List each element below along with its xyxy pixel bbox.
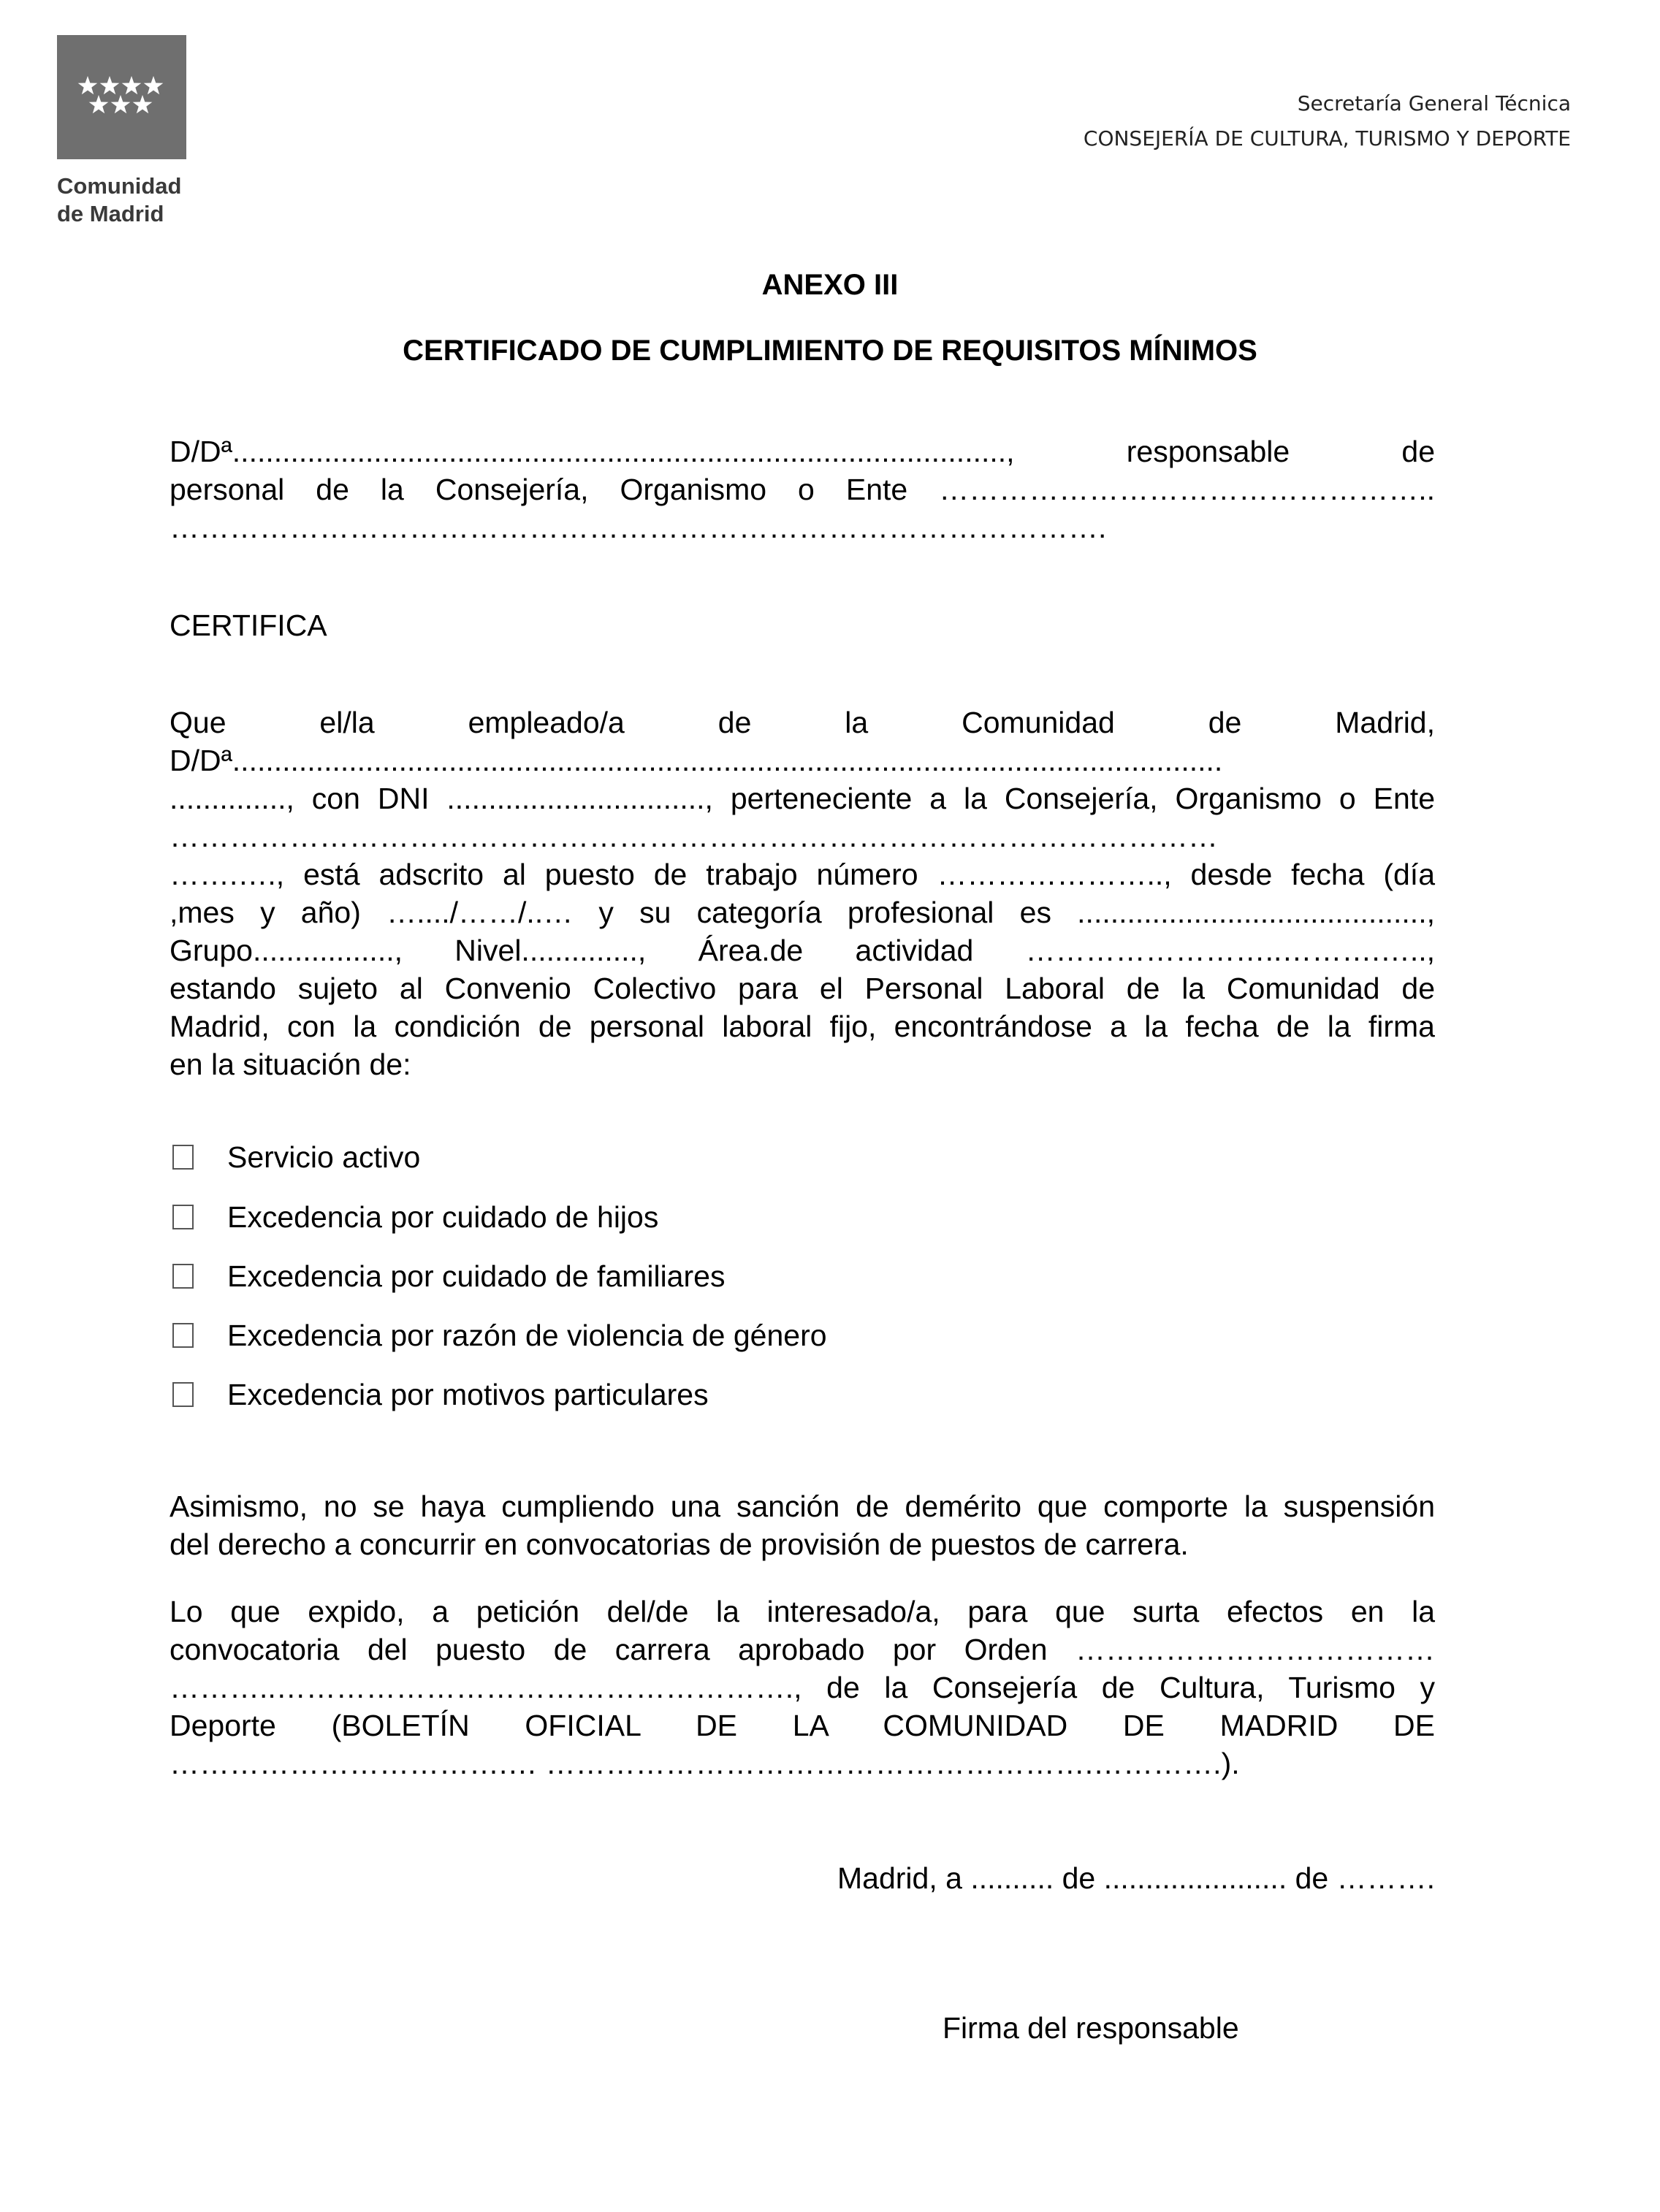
option-motivos-particulares[interactable] [170, 1376, 709, 1414]
expido-line-2: convocatoria del puesto de carrera aprobado por Orden ……………………………… [170, 1633, 1435, 1666]
body-l1-w2: el/la [319, 706, 375, 739]
expido-line-4: Deporte (BOLETÍN OFICIAL DE LA COMUNIDAD DE MADRID DE [170, 1709, 1435, 1742]
body-l1-w5: la [845, 706, 869, 739]
intro-line-2: personal de la Consejería, Organismo o Ente ………………………………………….. [170, 473, 1435, 506]
body-line-1 [170, 703, 1435, 741]
fecha-line: Madrid, a .......... de ...................... de ………. [837, 1861, 1435, 1895]
intro-line-1 [170, 432, 1435, 470]
body-paragraph [170, 703, 1435, 1083]
checkbox-icon[interactable] [172, 1264, 194, 1289]
asimismo-line-2: del derecho a concurrir en convocatorias de provisión de puestos de carrera. [170, 1528, 1189, 1561]
body-l1-w8: Madrid, [1335, 706, 1435, 739]
intro-line-1-start: D/Dª............................................................................................., [170, 435, 1015, 468]
expido-line-3: ………..……………………………………………., de la Consejería de Cultura, Turismo y [170, 1671, 1435, 1704]
body-line-5: …….…., está adscrito al puesto de trabajo número ………………….., desde fecha (día [170, 858, 1435, 891]
body-line-9: Madrid, con la condición de personal laboral fijo, encontrándose a la fecha de la firma [170, 1010, 1435, 1043]
body-l1-w7: de [1208, 706, 1242, 739]
body-line-4: …………………………………………………………………………………………… [170, 820, 1218, 853]
checkbox-icon[interactable] [172, 1382, 194, 1407]
asimismo-paragraph [170, 1487, 1435, 1563]
comunidad-madrid-logo [57, 35, 189, 228]
option-label: Servicio activo [227, 1140, 421, 1174]
option-violencia-genero[interactable] [170, 1316, 827, 1354]
body-l1-w1: Que [170, 706, 226, 739]
expido-line-5: …………………………….… ……………………………………………….………….). [170, 1747, 1240, 1780]
checkbox-icon[interactable] [172, 1205, 194, 1229]
body-line-6: ,mes y año) …..../……/..… y su categoría profesional es .........................................., [170, 896, 1435, 929]
body-line-10: en la situación de: [170, 1048, 411, 1081]
checkbox-icon[interactable] [172, 1145, 194, 1170]
consejeria-label: CONSEJERÍA DE CULTURA, TURISMO Y DEPORTE [1083, 126, 1571, 150]
option-label: Excedencia por motivos particulares [227, 1378, 709, 1411]
certifica-heading: CERTIFICA [170, 609, 327, 642]
anexo-title: ANEXO III [761, 269, 899, 301]
option-label: Excedencia por cuidado de hijos [227, 1200, 659, 1234]
intro-line-1-word1: responsable [1126, 435, 1290, 468]
intro-line-3: …………………………………………………………………………………. [170, 511, 1107, 544]
stars-icon [57, 35, 186, 159]
certificado-title: CERTIFICADO DE CUMPLIMIENTO DE REQUISITOS MÍNIMOS [403, 335, 1257, 367]
option-cuidado-familiares[interactable] [170, 1257, 725, 1295]
option-cuidado-hijos[interactable] [170, 1198, 658, 1236]
header-department [1084, 86, 1571, 156]
intro-line-1-word2: de [1401, 435, 1435, 468]
option-label: Excedencia por cuidado de familiares [227, 1259, 726, 1293]
firma-label: Firma del responsable [943, 2011, 1239, 2045]
body-line-2: D/Dª....................................................................................................................... [170, 744, 1223, 777]
expido-paragraph [170, 1593, 1435, 1782]
checkbox-icon[interactable] [172, 1323, 194, 1348]
body-line-7: Grupo................., Nivel.............., Área.de actividad ……………………..……….….., [170, 934, 1435, 967]
logo-text-line2: de Madrid [57, 201, 164, 226]
logo-stars-box [57, 35, 186, 159]
body-l1-w3: empleado/a [468, 706, 625, 739]
secretaria-label: Secretaría General Técnica [1297, 91, 1571, 115]
option-label: Excedencia por razón de violencia de género [227, 1319, 827, 1352]
body-line-8: estando sujeto al Convenio Colectivo para el Personal Laboral de la Comunidad de [170, 972, 1435, 1005]
body-l1-w6: Comunidad [962, 706, 1115, 739]
intro-paragraph [170, 432, 1435, 546]
expido-line-1: Lo que expido, a petición del/de la interesado/a, para que surta efectos en la [170, 1595, 1435, 1628]
body-line-3: .............., con DNI ..............................., perteneciente a la Consejería, Organismo o Ente [170, 782, 1435, 815]
body-l1-w4: de [717, 706, 752, 739]
asimismo-line-1: Asimismo, no se haya cumpliendo una sanción de demérito que comporte la suspensión [170, 1490, 1435, 1523]
option-servicio-activo[interactable] [170, 1138, 420, 1176]
logo-text-line1: Comunidad [57, 173, 182, 199]
